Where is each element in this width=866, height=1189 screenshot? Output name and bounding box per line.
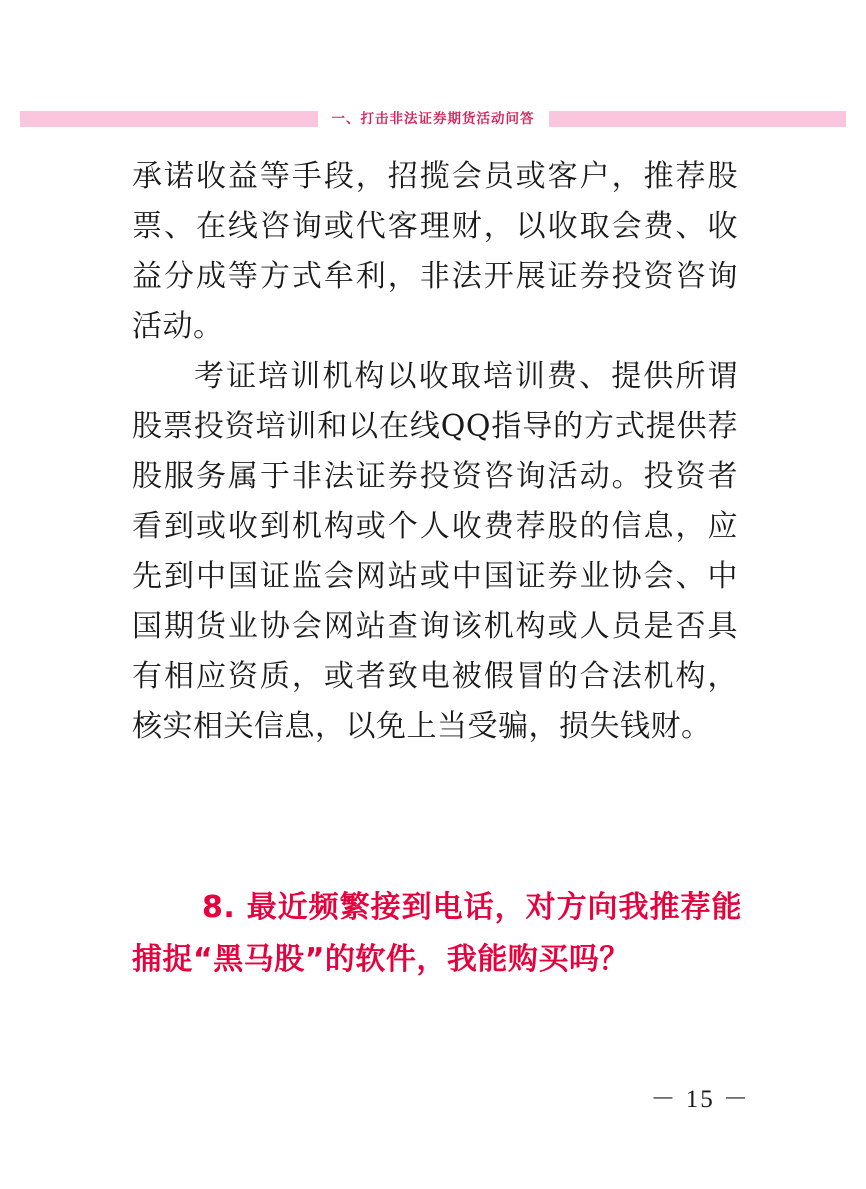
running-header xyxy=(20,106,846,132)
paragraph-2: 考证培训机构以收取培训费、提供所谓股票投资培训和以在线QQ指导的方式提供荐股服务属于非法证券投资咨询活动。投资者看到或收到机构或个人收费荐股的信息，应先到中国证监会网站或中国证券业协会、中国期货业协会网站查询该机构或人员是否具有相应资质，或者致电被假冒的合法机构，核实相关信息，以免上当受骗，损失钱财。 xyxy=(132,359,738,744)
header-title: 一、打击非法证券期货活动问答 xyxy=(318,111,549,127)
page-number: － 15 － xyxy=(650,1086,750,1113)
header-rule-left xyxy=(20,111,318,127)
question-heading: 8. 最近频繁接到电话，对方向我推荐能捕捉“黑马股”的软件，我能购买吗？ xyxy=(132,890,742,977)
body-content xyxy=(132,152,738,752)
paragraph-1: 承诺收益等手段，招揽会员或客户，推荐股票、在线咨询或代客理财，以收取会费、收益分成等方式牟利，非法开展证券投资咨询活动。 xyxy=(132,159,738,344)
header-rule-right xyxy=(549,111,847,127)
